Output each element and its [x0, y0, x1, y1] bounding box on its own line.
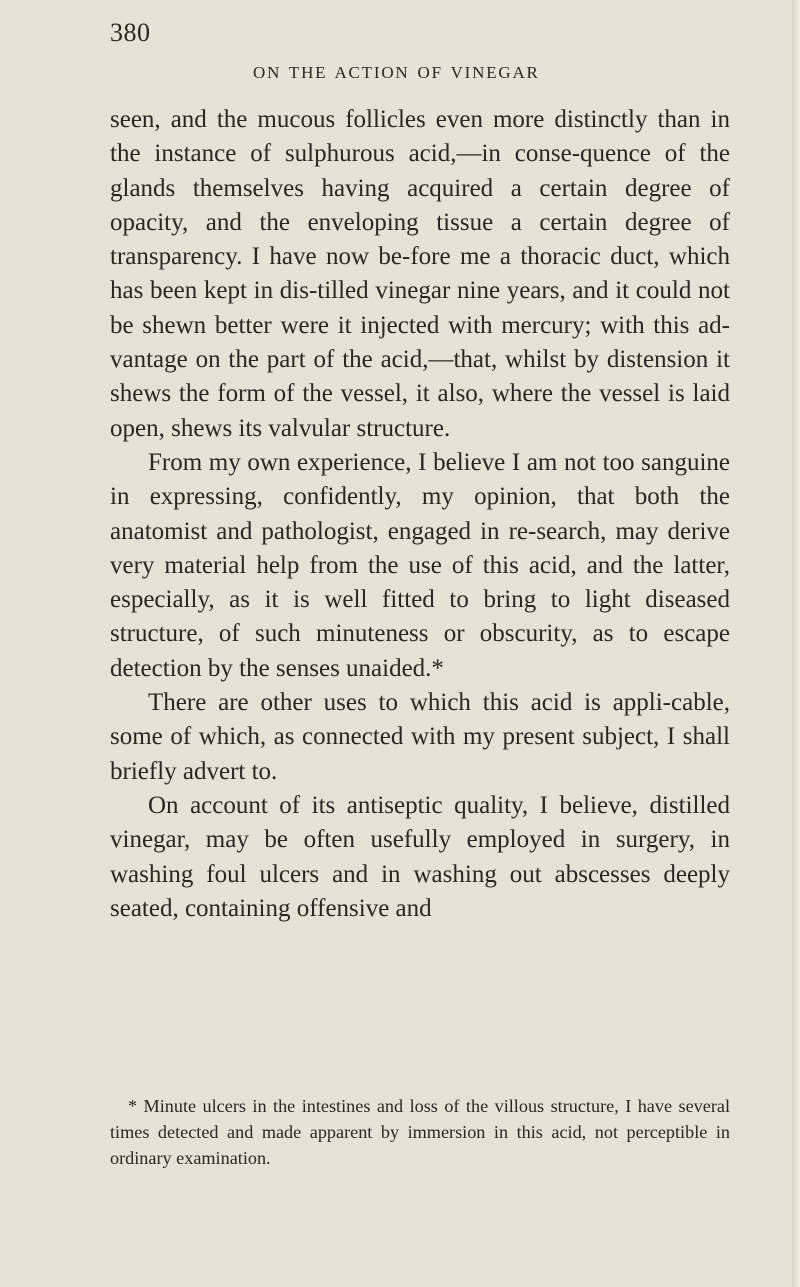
paragraph-2: From my own experience, I believe I am not too sanguine in expressing, confidently, my opinion, that both the anatomist and pathologist, engaged in re-search, may derive very material help from the use of this acid, and the latter, especially, as it is well fitted to bring to light diseased structure, of such minuteness or obscurity, as to escape detection by the senses unaided.* — [110, 448, 730, 682]
paragraph-3: There are other uses to which this acid is appli-cable, some of which, as connected with my present subject, I shall briefly advert to. — [110, 689, 730, 785]
page-edge — [792, 0, 800, 1287]
body-text — [110, 103, 730, 926]
running-head: ON THE ACTION OF VINEGAR — [253, 63, 540, 82]
page-header — [110, 18, 750, 82]
footnote-text: * Minute ulcers in the intestines and loss of the villous structure, I have several times detected and made apparent by immersion in this acid, not perceptible in ordinary examination. — [110, 1096, 730, 1168]
footnote — [110, 1093, 730, 1171]
paragraph-1: seen, and the mucous follicles even more distinctly than in the instance of sulphurous acid,—in conse-quence of the glands themselves having acquired a certain degree of opacity, and the enveloping tissue a certain degree of transparency. I have now be-fore me a thoracic duct, which has been kept in dis-tilled vinegar nine years, and it could not be shewn better were it injected with mercury; with this ad-vantage on the part of the acid,—that, whilst by distension it shews the form of the vessel, it also, where the vessel is laid open, shews its valvular structure. — [110, 106, 730, 442]
paragraph-4: On account of its antiseptic quality, I believe, distilled vinegar, may be often usefully employed in surgery, in washing foul ulcers and in washing out abscesses deeply seated, containing offensive and — [110, 791, 730, 922]
page-number: 380 — [110, 18, 151, 47]
